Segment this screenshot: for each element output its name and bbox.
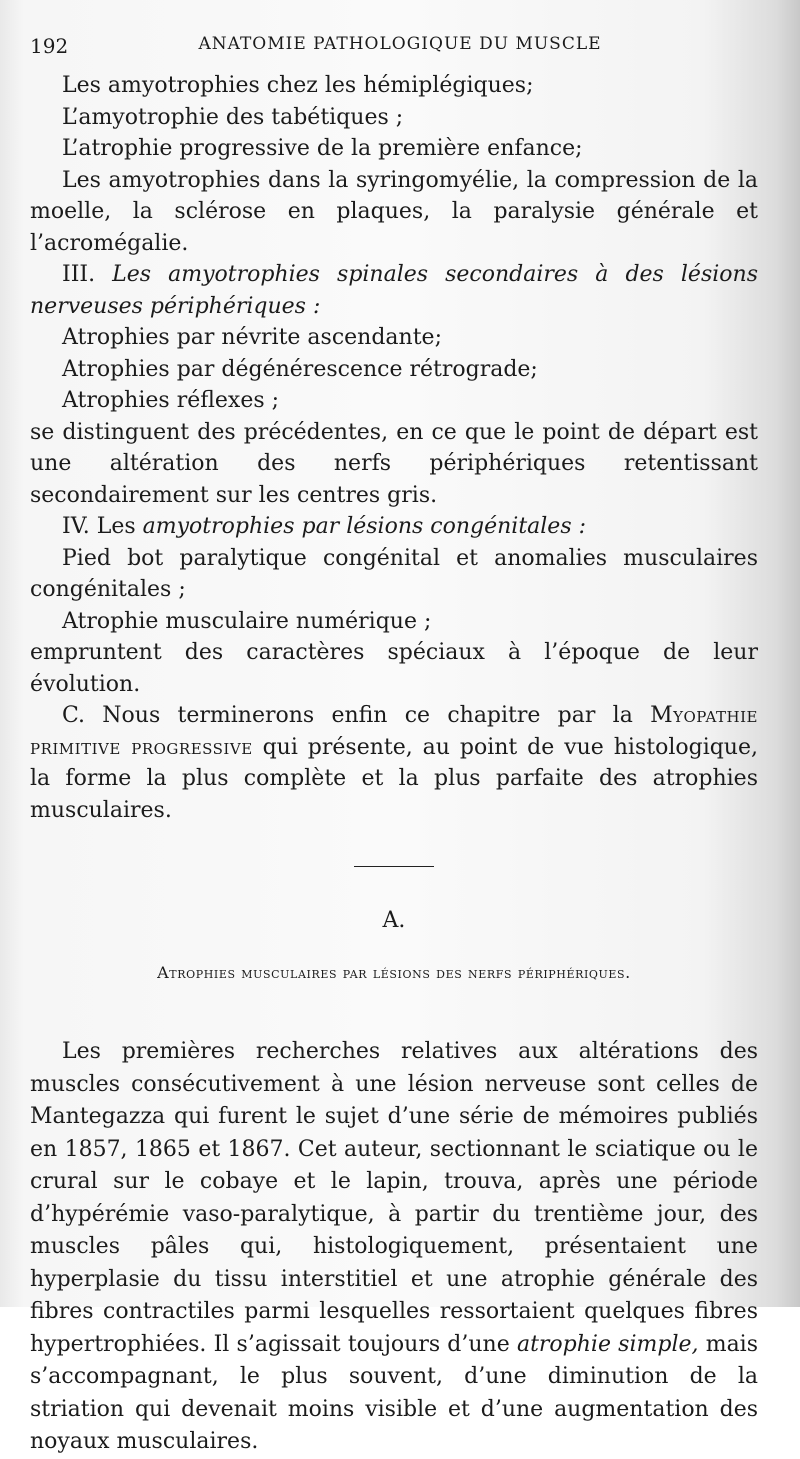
section-divider: [354, 866, 434, 867]
paragraph-c-end: qui présente, au point de vue histologique, la forme la plus complète et la plus parfaite des atrophies musculaires.: [30, 734, 758, 823]
page-header: [30, 30, 770, 60]
page-body: [30, 70, 758, 1459]
heading-iii: [30, 259, 758, 322]
running-title: ANATOMIE PATHOLOGIQUE DU MUSCLE: [198, 34, 602, 54]
list-item: Atrophies par névrite ascendante;: [62, 325, 442, 350]
section-letter: A.: [382, 908, 406, 933]
list-item: L’amyotrophie des tabétiques ;: [62, 104, 404, 130]
paragraph-c-start: C. Nous terminerons enfin ce chapitre par la: [62, 703, 633, 728]
paragraph-part-1: Les premières recherches relatives aux altérations des muscles consécutivement à une lésion nerveuse sont celles de Mantegazza qui furent le sujet d’une série de mémoires publiés en 1857, 1865 et 1867. Cet auteur, sectionnant le sciatique ou le crural sur le cobaye et le lapin, trouva, après une période d’hypérémie vaso-paralytique, à partir du trentième jour, des muscles pâles qui, histologiquement, présentaient une hyperplasie du tissu interstitiel et une atrophie générale des fibres contractiles parmi lesquelles ressortaient quelques fibres hypertrophiées. Il s’agissait toujours d’une: [30, 1039, 758, 1357]
list-item: Atrophies réflexes ;: [62, 388, 280, 413]
list-item: Les amyotrophies chez les hémiplégiques;: [62, 73, 534, 98]
section-title: Atrophies musculaires par lésions des nerfs périphériques.: [157, 962, 631, 982]
heading-iii-number: III.: [62, 262, 96, 287]
heading-iii-title: Les amyotrophies spinales secondaires à des lésions nerveuses périphériques :: [30, 262, 758, 319]
page-number: 192: [30, 34, 69, 58]
heading-iv: [30, 511, 758, 543]
paragraph: se distinguent des précédentes, en ce que le point de départ est une altération des nerfs périphériques retentissant secondairement sur les centres gris.: [30, 419, 758, 508]
heading-iv-title: amyotrophies par lésions congénitales :: [142, 514, 587, 539]
list-item: Pied bot paralytique congénital et anomalies musculaires congénitales ;: [30, 545, 758, 602]
paragraph-part-2: mais s’accompagnant, le plus souvent, d’une diminution de la striation qui devenait moins visible et d’une augmentation des noyaux musculaires.: [30, 1331, 759, 1454]
list-item: Atrophies par dégénérescence rétrograde;: [62, 356, 538, 382]
list-item: Les amyotrophies dans la syringomyélie, la compression de la moelle, la sclérose en plaques, la paralysie générale et l’acromégalie.: [30, 167, 758, 256]
list-item: L’atrophie progressive de la première enfance;: [62, 136, 583, 161]
list-item: Atrophie musculaire numérique ;: [62, 608, 432, 634]
paragraph: [30, 1036, 758, 1459]
paragraph: empruntent des caractères spéciaux à l’époque de leur évolution.: [30, 640, 758, 697]
paragraph-c: [30, 700, 758, 826]
atrophie-simple-term: atrophie simple,: [516, 1331, 699, 1357]
heading-iv-number: IV. Les: [62, 514, 136, 539]
myopathie-term: Myopathie primitive progressive: [30, 703, 758, 760]
